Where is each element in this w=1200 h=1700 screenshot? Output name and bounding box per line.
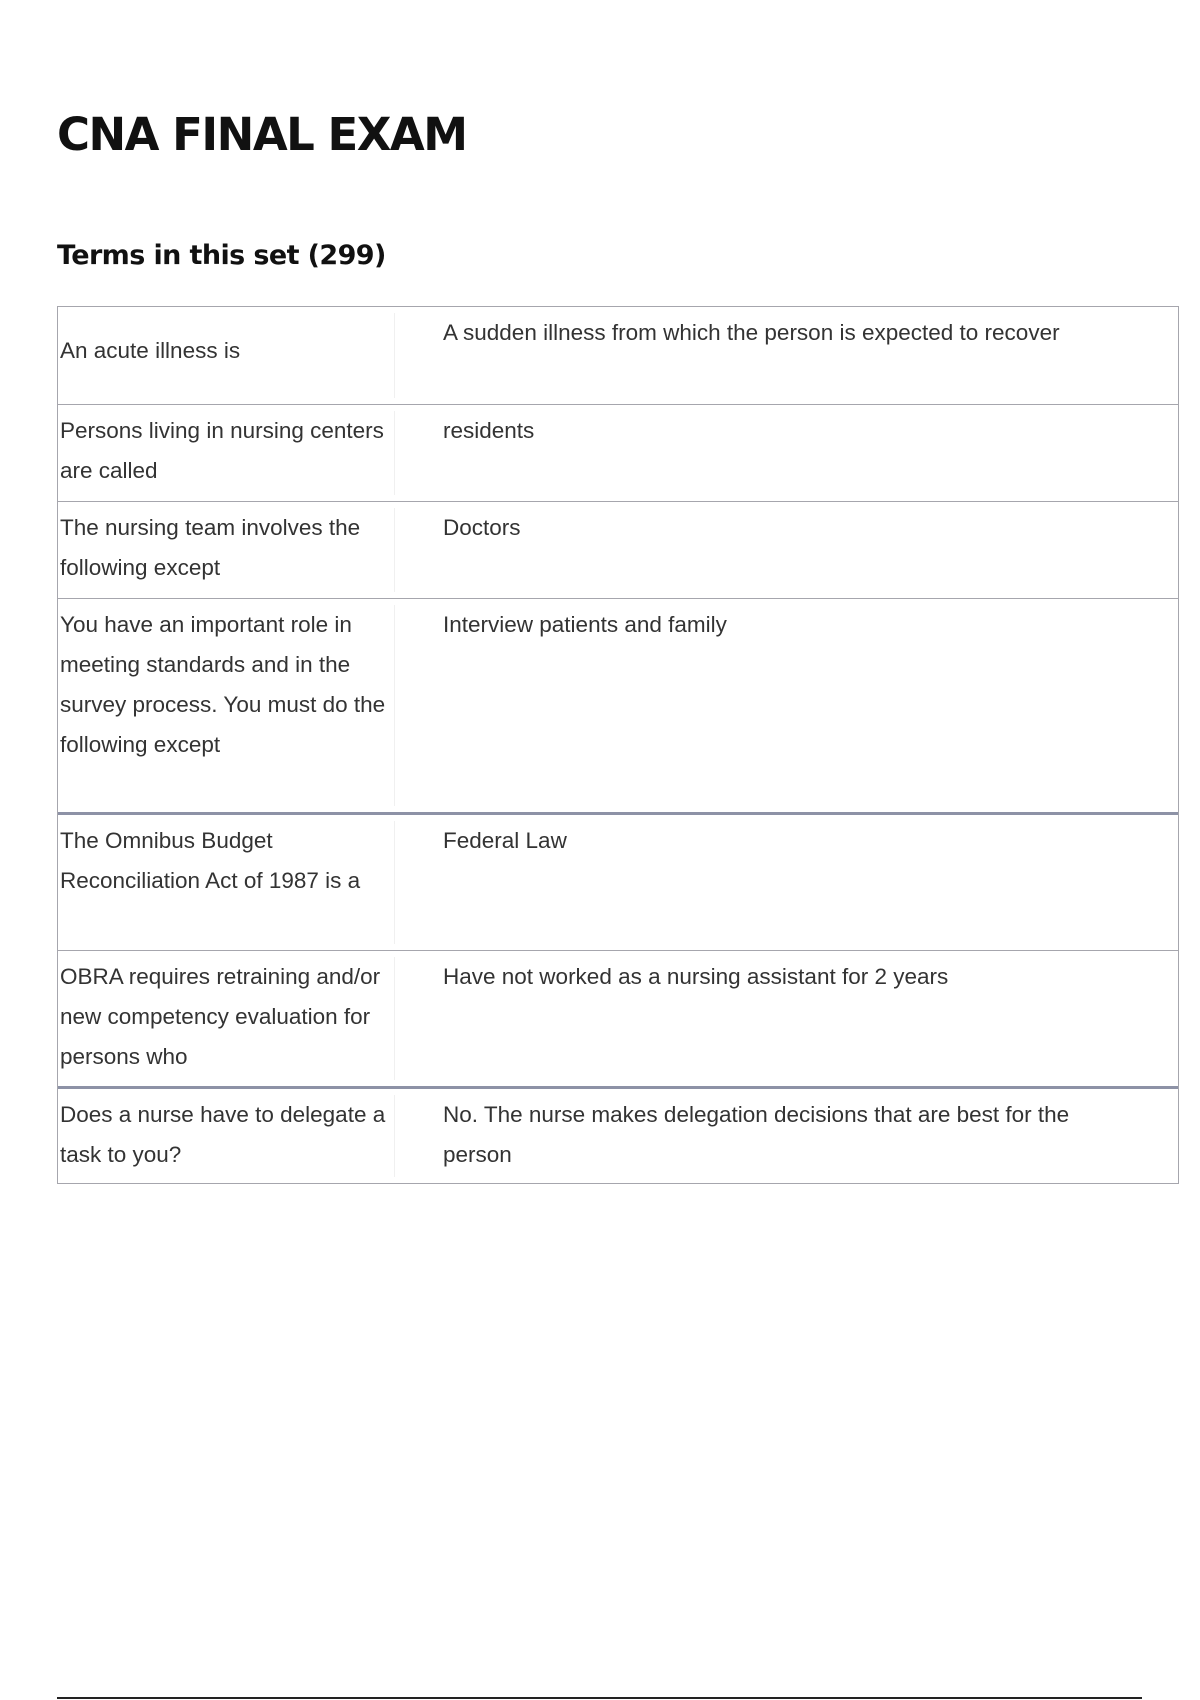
term-text: You have an important role in meeting standards and in the survey process. You must do the following except: [58, 605, 395, 806]
term-text: Persons living in nursing centers are called: [58, 411, 395, 495]
table-row: [58, 307, 1178, 404]
definition-text: Federal Law: [443, 828, 567, 853]
table-row: [58, 404, 1178, 501]
term-text: The nursing team involves the following except: [58, 508, 395, 592]
term-text: OBRA requires retraining and/or new competency evaluation for persons who: [58, 957, 395, 1080]
term-text: Does a nurse have to delegate a task to you?: [58, 1095, 395, 1177]
table-row: [58, 1086, 1178, 1183]
page-title: CNA FINAL EXAM: [57, 108, 467, 161]
definition-text: Have not worked as a nursing assistant for 2 years: [443, 964, 949, 989]
terms-table: [57, 306, 1179, 1184]
definition-text: Interview patients and family: [443, 612, 727, 637]
definition-text: residents: [443, 418, 535, 443]
table-row: [58, 812, 1178, 950]
terms-count-heading: Terms in this set (299): [57, 240, 386, 271]
footer-divider: [57, 1697, 1142, 1699]
term-text: The Omnibus Budget Reconciliation Act of 1987 is a: [58, 821, 395, 944]
table-row: [58, 501, 1178, 598]
table-row: [58, 950, 1178, 1086]
definition-text: No. The nurse makes delegation decisions that are best for the person: [443, 1102, 1070, 1167]
definition-text: Doctors: [443, 515, 521, 540]
term-text: An acute illness is: [58, 313, 395, 398]
definition-text: A sudden illness from which the person is expected to recover: [443, 320, 1060, 345]
table-row: [58, 598, 1178, 812]
